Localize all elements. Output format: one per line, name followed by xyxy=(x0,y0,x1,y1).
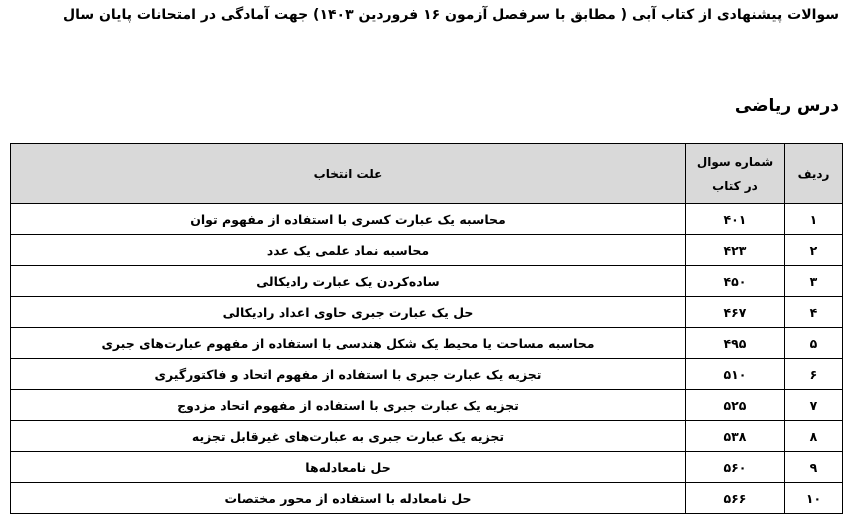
table-row xyxy=(11,359,843,390)
reason-cell: تجزیه یک عبارت جبری به عبارت‌های غیرقابل تجزیه xyxy=(11,421,686,452)
question-number-cell: ۴۲۳ xyxy=(686,235,785,266)
reason-cell: تجزیه یک عبارت جبری با استفاده از مفهوم اتحاد و فاکتورگیری xyxy=(11,359,686,390)
reason-cell: حل نامعادله با استفاده از محور مختصات xyxy=(11,483,686,514)
table-row xyxy=(11,421,843,452)
header-question-number xyxy=(686,144,785,204)
reason-cell: محاسبه یک عبارت کسری با استفاده از مفهوم توان xyxy=(11,204,686,235)
header-row-number: ردیف xyxy=(785,144,843,204)
reason-cell: حل یک عبارت جبری حاوی اعداد رادیکالی xyxy=(11,297,686,328)
reason-cell: تجزیه یک عبارت جبری با استفاده از مفهوم اتحاد مزدوج xyxy=(11,390,686,421)
row-number-cell: ۴ xyxy=(785,297,843,328)
page-title: سوالات پیشنهادی از کتاب آبی ( مطابق با سرفصل آزمون ۱۶ فروردین ۱۴۰۳) جهت آمادگی در امتحانات پایان سال xyxy=(62,7,839,23)
reason-cell: حل نامعادله‌ها xyxy=(11,452,686,483)
question-number-cell: ۵۲۵ xyxy=(686,390,785,421)
questions-table xyxy=(10,143,843,514)
question-number-cell: ۴۰۱ xyxy=(686,204,785,235)
question-number-cell: ۴۹۵ xyxy=(686,328,785,359)
reason-cell: محاسبه مساحت یا محیط یک شکل هندسی با استفاده از مفهوم عبارت‌های جبری xyxy=(11,328,686,359)
row-number-cell: ۷ xyxy=(785,390,843,421)
question-number-cell: ۵۶۰ xyxy=(686,452,785,483)
table-row xyxy=(11,266,843,297)
table-row xyxy=(11,204,843,235)
row-number-cell: ۱۰ xyxy=(785,483,843,514)
table-row xyxy=(11,297,843,328)
header-question-line2: در کتاب xyxy=(712,178,758,193)
row-number-cell: ۹ xyxy=(785,452,843,483)
section-title: درس ریاضی xyxy=(734,96,839,116)
row-number-cell: ۶ xyxy=(785,359,843,390)
row-number-cell: ۸ xyxy=(785,421,843,452)
question-number-cell: ۴۶۷ xyxy=(686,297,785,328)
row-number-cell: ۳ xyxy=(785,266,843,297)
table-row xyxy=(11,328,843,359)
question-number-cell: ۵۳۸ xyxy=(686,421,785,452)
table-row xyxy=(11,390,843,421)
row-number-cell: ۱ xyxy=(785,204,843,235)
question-number-cell: ۵۶۶ xyxy=(686,483,785,514)
header-reason: علت انتخاب xyxy=(11,144,686,204)
row-number-cell: ۲ xyxy=(785,235,843,266)
reason-cell: ساده‌کردن یک عبارت رادیکالی xyxy=(11,266,686,297)
reason-cell: محاسبه نماد علمی یک عدد xyxy=(11,235,686,266)
table-row xyxy=(11,235,843,266)
table-header-row xyxy=(11,144,843,204)
table-row xyxy=(11,483,843,514)
header-question-line1: شماره سوال xyxy=(696,154,774,169)
question-number-cell: ۴۵۰ xyxy=(686,266,785,297)
row-number-cell: ۵ xyxy=(785,328,843,359)
question-number-cell: ۵۱۰ xyxy=(686,359,785,390)
table-row xyxy=(11,452,843,483)
